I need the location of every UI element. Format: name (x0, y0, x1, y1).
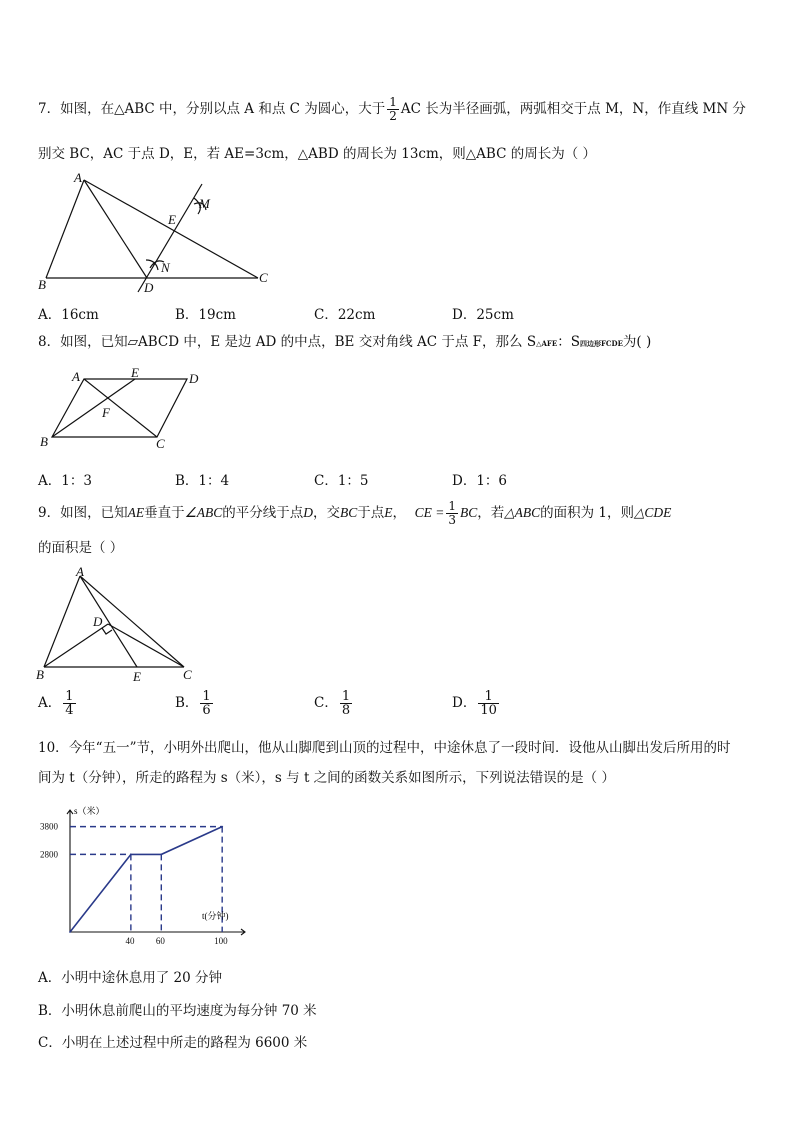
q7-option-a[interactable]: A．16cm (38, 307, 99, 323)
q8-option-d[interactable]: D．1：6 (452, 473, 508, 489)
q7-seg-ad (84, 180, 147, 278)
q9-label-d: D (93, 614, 103, 629)
q9-var-ce: CE = (414, 505, 445, 520)
q7-number: 7． (38, 101, 61, 117)
q8-label-c: C (156, 436, 165, 451)
q9-option-b-den: 6 (202, 703, 211, 718)
q7-figure (30, 168, 280, 298)
q9-text-4: ，交 (312, 505, 340, 521)
q9-option-b-letter: B． (175, 695, 199, 711)
q10-x-axis-label: t(分钟) (202, 911, 229, 921)
q8-label-a: A (72, 369, 80, 384)
q9-option-a-frac (63, 690, 75, 717)
q10-line2: 间为 t（分钟），所走的路程为 s（米），s 与 t 之间的函数关系如图所示，下列说法错误的是（ ） (38, 770, 615, 786)
q10-xtick-60: 60 (155, 936, 165, 946)
q9-option-d-num: 1 (478, 690, 499, 704)
q8-label-f: F (102, 405, 110, 420)
q10-ytick-3800: 3800 (40, 821, 58, 832)
q7-label-d: D (144, 280, 154, 295)
q7-option-c[interactable]: C．22cm (314, 307, 376, 323)
q10-xtick-100: 100 (214, 936, 228, 946)
q7-frac-den: 2 (389, 109, 397, 123)
q7-label-e: E (168, 212, 176, 227)
q9-var-angle: ∠ABC (184, 505, 223, 520)
q7-label-a: A (74, 170, 82, 185)
q9-seg-bd (44, 624, 108, 667)
q8-label-e: E (131, 366, 139, 380)
q8-label-d: D (189, 371, 199, 386)
q7-fraction (387, 96, 399, 123)
q9-var-e: E (384, 505, 393, 520)
q9-option-c[interactable] (314, 690, 354, 717)
q8-diagonal-ac (84, 379, 157, 437)
q8-option-c[interactable]: C．1：5 (314, 473, 369, 489)
q9-fraction (446, 500, 458, 527)
q8-text-a: 如图，已知▱ABCD 中，E 是边 AD 的中点，BE 交对角线 AC 于点 F，那么 S (60, 334, 537, 350)
q7-option-d[interactable]: D．25cm (452, 307, 514, 323)
q8-label-b: B (40, 434, 48, 449)
q9-number: 9． (38, 505, 61, 521)
q7-label-m: M (199, 196, 210, 211)
q9-option-a-den: 4 (65, 703, 74, 718)
q9-text-7: ，若 (477, 505, 505, 521)
q10-point-40 (130, 853, 132, 855)
q9-label-b: B (36, 667, 44, 682)
q9-var-ae: AE (127, 505, 145, 520)
q9-var-bc2: BC (459, 505, 478, 520)
q7-seg-ac (84, 180, 258, 278)
q9-seg-dc (108, 624, 184, 667)
q7-seg-ab (46, 180, 84, 278)
q9-text-6: ， (392, 505, 406, 521)
q7-line2: 别交 BC，AC 于点 D，E，若 AE=3cm，△ABD 的周长为 13cm，则△ABC 的周长为（ ） (38, 146, 597, 162)
q7-label-c: C (259, 270, 268, 285)
q10-point-60 (160, 853, 162, 855)
q7-line-mn (138, 184, 202, 292)
q9-line2: 的面积是（ ） (38, 540, 124, 556)
q9-option-c-num: 1 (341, 689, 351, 704)
q9-label-a: A (76, 566, 84, 579)
q9-seg-ab (44, 576, 80, 667)
q10-number: 10． (38, 740, 69, 756)
q10-point-100 (221, 826, 223, 828)
q9-label-c: C (183, 667, 192, 682)
q9-text-3: 的平分线于点 (222, 505, 304, 521)
q10-chart (30, 800, 260, 952)
q8-option-b[interactable]: B．1：4 (175, 473, 230, 489)
q9-var-bc: BC (339, 505, 358, 520)
q9-option-d-letter: D． (452, 695, 477, 711)
q8-option-a[interactable]: A．1：3 (38, 473, 92, 489)
q9-option-b[interactable] (175, 690, 215, 717)
q9-var-d: D (303, 505, 313, 520)
q9-seg-ae (80, 576, 137, 667)
q10-point-0 (69, 931, 71, 933)
q9-option-c-letter: C． (314, 695, 338, 711)
q8-figure (34, 366, 214, 454)
q9-option-d-den: 10 (480, 703, 497, 718)
q9-option-b-num: 1 (202, 689, 211, 704)
q8-line1 (38, 332, 651, 354)
q7-line1 (38, 96, 746, 123)
q9-line1 (38, 500, 671, 527)
q7-frac-num: 1 (389, 95, 397, 109)
q9-option-a-num: 1 (65, 689, 74, 704)
q10-option-c[interactable]: C．小明在上述过程中所走的路程为 6600 米 (38, 1035, 308, 1051)
q9-option-b-frac (200, 690, 212, 717)
q8-seg-be (52, 379, 135, 437)
q10-y-axis-label: s（米） (74, 806, 105, 816)
q10-text-1: 今年“五一”节，小明外出爬山，他从山脚爬到山顶的过程中，中途休息了一段时间．设他从山脚出发后所用的时 (68, 740, 731, 756)
q9-frac-num: 1 (448, 499, 456, 513)
q8-sub-afe: △AFE (536, 339, 558, 348)
q10-ytick-2800: 2800 (40, 849, 58, 860)
q8-text-b: ：S (557, 334, 580, 350)
q9-option-a[interactable] (38, 690, 78, 717)
q8-text-c: 为( ) (622, 334, 652, 350)
q8-sub-fcde: 四边形FCDE (579, 339, 623, 348)
q9-text-1: 如图，已知 (60, 505, 128, 521)
q9-text-2: 垂直于 (144, 505, 185, 521)
q9-figure (32, 566, 202, 684)
q9-frac-den: 3 (448, 513, 456, 527)
q10-option-b[interactable]: B．小明休息前爬山的平均速度为每分钟 70 米 (38, 1003, 317, 1019)
q9-var-cde: △CDE (634, 505, 672, 520)
q7-text-b: AC 长为半径画弧，两弧相交于点 M，N，作直线 MN 分 (400, 101, 746, 117)
q8-number: 8． (38, 334, 61, 350)
q7-label-b: B (38, 277, 46, 292)
q7-text-a: 如图，在△ABC 中，分别以点 A 和点 C 为圆心，大于 (60, 101, 386, 117)
q9-right-angle-mark (102, 628, 112, 634)
q9-option-a-letter: A． (38, 695, 62, 711)
q7-option-b[interactable]: B．19cm (175, 307, 236, 323)
q9-option-d[interactable] (452, 690, 501, 717)
q10-xtick-40: 40 (125, 936, 135, 946)
q10-line1 (38, 738, 731, 758)
q7-label-n: N (161, 260, 170, 275)
q9-text-5: 于点 (357, 505, 385, 521)
q9-option-c-den: 8 (341, 703, 351, 718)
q9-var-abc: △ABC (504, 505, 541, 520)
q9-label-e: E (133, 669, 141, 684)
q9-option-d-frac (478, 690, 499, 717)
q8-parallelogram (52, 379, 187, 437)
q9-option-c-frac (340, 690, 352, 717)
q10-option-a[interactable]: A．小明中途休息用了 20 分钟 (38, 970, 223, 986)
q9-text-8: 的面积为 1，则 (540, 505, 634, 521)
q10-series-line (70, 827, 222, 932)
